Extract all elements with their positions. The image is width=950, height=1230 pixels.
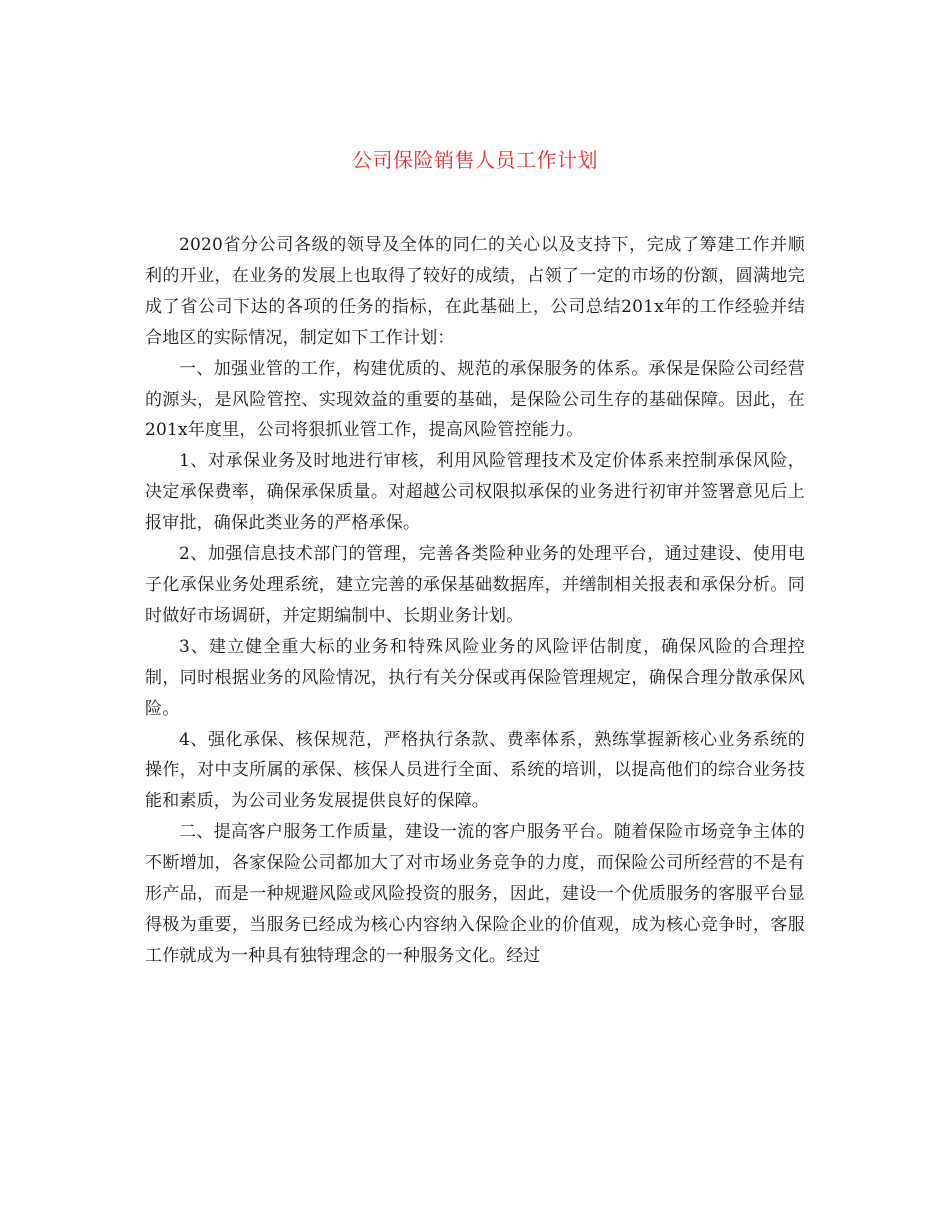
document-title: 公司保险销售人员工作计划 xyxy=(352,148,598,172)
paragraph-section-1: 一、加强业管的工作，构建优质的、规范的承保服务的体系。承保是保险公司经营的源头，是风险管控、实现效益的重要的基础，是保险公司生存的基础保障。因此，在201x年度里，公司将狠抓业管工作，提高风险管控能力。 xyxy=(145,358,805,441)
paragraph-item-2: 2、加强信息技术部门的管理，完善各类险种业务的处理平台，通过建设、使用电子化承保业务处理系统，建立完善的承保基础数据库，并缮制相关报表和承保分析。同时做好市场调研，并定期编制中、长期业务计划。 xyxy=(145,544,805,626)
document-body xyxy=(145,230,805,972)
paragraph-item-3: 3、建立健全重大标的业务和特殊风险业务的风险评估制度，确保风险的合理控制，同时根据业务的风险情况，执行有关分保或再保险管理规定，确保合理分散承保风险。 xyxy=(145,636,805,719)
paragraph-item-1: 1、对承保业务及时地进行审核，利用风险管理技术及定价体系来控制承保风险，决定承保费率，确保承保质量。对超越公司权限拟承保的业务进行初审并签署意见后上报审批，确保此类业务的严格承保。 xyxy=(145,451,805,534)
paragraph-item-4: 4、强化承保、核保规范，严格执行条款、费率体系，熟练掌握新核心业务系统的操作，对中支所属的承保、核保人员进行全面、系统的培训，以提高他们的综合业务技能和素质，为公司业务发展提供良好的保障。 xyxy=(145,729,805,812)
paragraph-intro: 2020省分公司各级的领导及全体的同仁的关心以及支持下，完成了筹建工作并顺利的开业，在业务的发展上也取得了较好的成绩，占领了一定的市场的份额，圆满地完成了省公司下达的各项的任务的指标，在此基础上，公司总结201x年的工作经验并结合地区的实际情况，制定如下工作计划： xyxy=(145,235,805,348)
paragraph-section-2: 二、提高客户服务工作质量，建设一流的客户服务平台。随着保险市场竞争主体的不断增加，各家保险公司都加大了对市场业务竞争的力度，而保险公司所经营的不是有形产品，而是一种规避风险或风险投资的服务，因此，建设一个优质服务的客服平台显得极为重要，当服务已经成为核心内容纳入保险企业的价值观，成为核心竞争时，客服工作就成为一种具有独特理念的一种服务文化。经过 xyxy=(145,822,805,966)
